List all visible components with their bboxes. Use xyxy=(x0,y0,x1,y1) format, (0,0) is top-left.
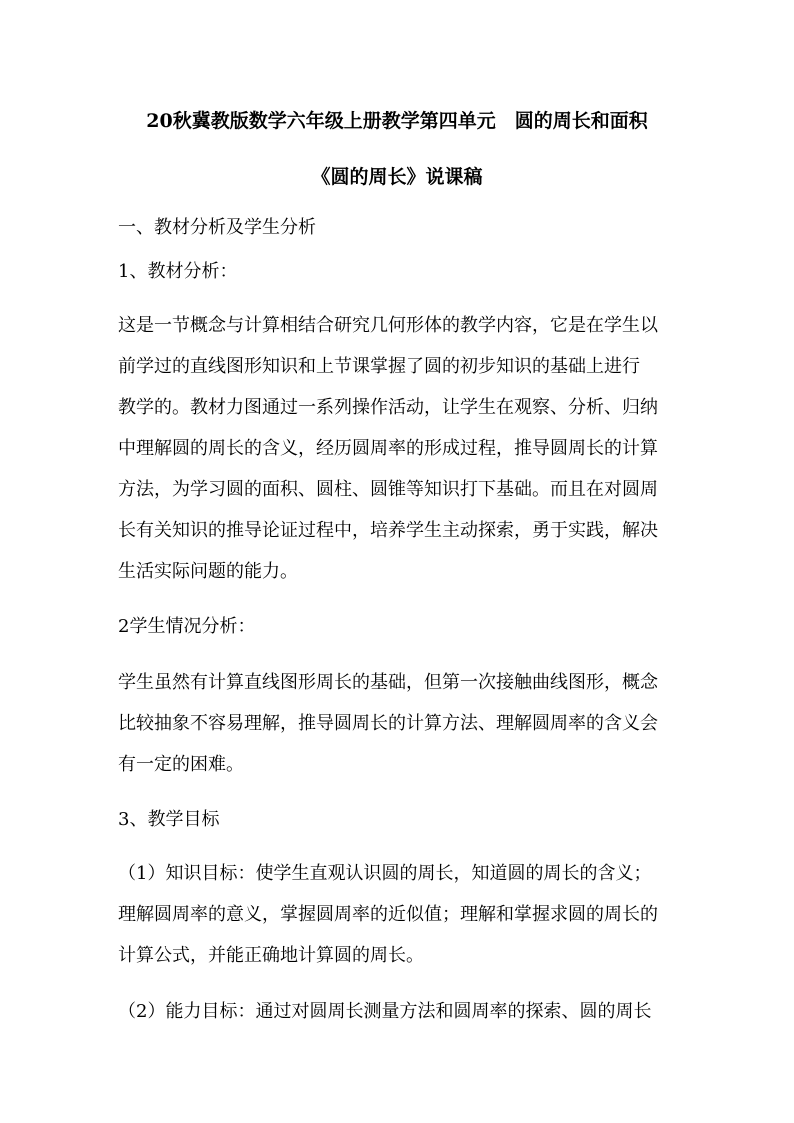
document-subtitle: 《圆的周长》说课稿 xyxy=(311,166,483,188)
paragraph-line: 计算公式，并能正确地计算圆的周长。 xyxy=(118,945,424,966)
paragraph-line: 有一定的困难。 xyxy=(118,754,244,775)
document-title: 20秋冀教版数学六年级上册教学第四单元 圆的周长和面积 xyxy=(146,110,648,132)
paragraph-line: 教学的。教材力图通过一系列操作活动，让学生在观察、分析、归纳 xyxy=(118,397,658,418)
subsection-heading: 1、教材分析： xyxy=(118,261,238,282)
paragraph-line: 比较抽象不容易理解，推导圆周长的计算方法、理解圆周率的含义会 xyxy=(118,713,658,734)
paragraph-line: 中理解圆的周长的含义，经历圆周率的形成过程，推导圆周长的计算 xyxy=(118,438,658,459)
paragraph-line: 前学过的直线图形知识和上节课掌握了圆的初步知识的基础上进行 xyxy=(118,356,640,377)
paragraph-line: 理解圆周率的意义，掌握圆周率的近似值；理解和掌握求圆的周长的 xyxy=(118,904,658,925)
paragraph-line: 这是一节概念与计算相结合研究几何形体的教学内容，它是在学生以 xyxy=(118,315,658,336)
paragraph-line: （1）知识目标：使学生直观认识圆的周长，知道圆的周长的含义； xyxy=(118,863,652,884)
paragraph-line: 生活实际问题的能力。 xyxy=(118,561,298,582)
paragraph-line: （2）能力目标：通过对圆周长测量方法和圆周率的探索、圆的周长 xyxy=(118,1001,652,1022)
section-heading: 一、教材分析及学生分析 xyxy=(118,217,316,238)
subsection-heading: 3、教学目标 xyxy=(118,809,220,830)
paragraph-line: 长有关知识的推导论证过程中，培养学生主动探索，勇于实践，解决 xyxy=(118,520,658,541)
paragraph-line: 方法，为学习圆的面积、圆柱、圆锥等知识打下基础。而且在对圆周 xyxy=(118,479,658,500)
subsection-heading: 2学生情况分析： xyxy=(118,616,256,637)
paragraph-line: 学生虽然有计算直线图形周长的基础，但第一次接触曲线图形，概念 xyxy=(118,672,658,693)
